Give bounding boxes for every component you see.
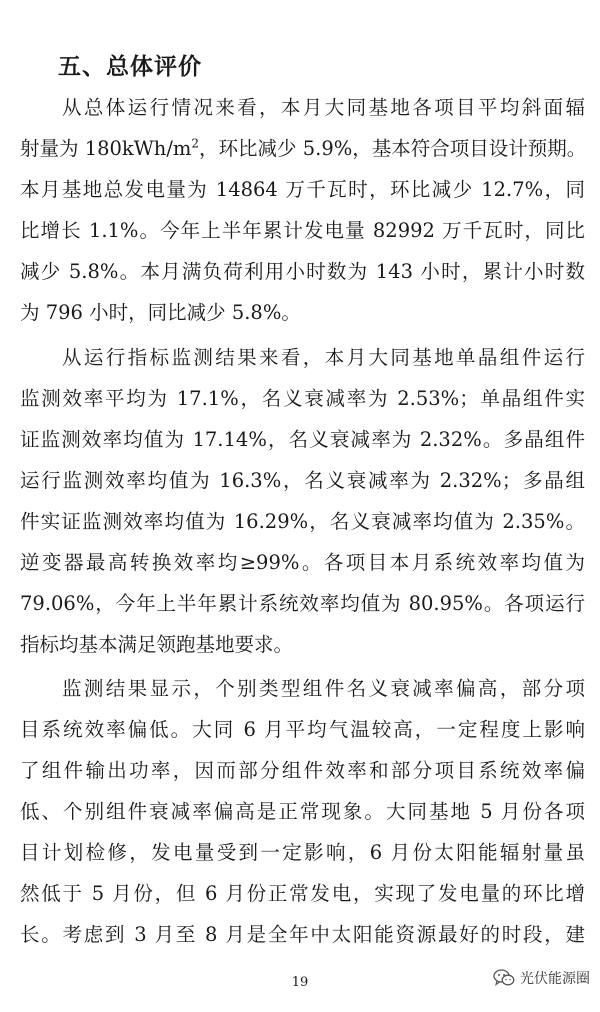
paragraph-indicator-monitoring xyxy=(20,337,585,665)
text-line: 从总体运行情况来看，本月大同基地各项目平均斜面辐 xyxy=(62,96,585,119)
text-line: 目计划检修，发电量受到一定影响，6 月份太阳能辐射量虽 xyxy=(20,841,585,864)
text-line: 运行监测效率均值为 16.3%，名义衰减率为 2.32%；多晶组 xyxy=(20,469,585,492)
text-line: 件实证监测效率均值为 16.29%，名义衰减率均值为 2.35%。 xyxy=(20,510,585,533)
text-line xyxy=(20,128,585,169)
text-line: 为 796 小时，同比减少 5.8%。 xyxy=(20,301,301,324)
section-heading: 五、总体评价 xyxy=(58,54,202,80)
text-line: 指标均基本满足领跑基地要求。 xyxy=(20,633,294,656)
text-line: 从运行指标监测结果来看，本月大同基地单晶组件运行 xyxy=(62,346,585,369)
wechat-icon xyxy=(493,969,515,987)
text-line: 监测结果显示，个别类型组件名义衰减率偏高，部分项 xyxy=(62,677,585,700)
text-line: 证监测效率均值为 17.14%，名义衰减率为 2.32%。多晶组件 xyxy=(20,428,585,451)
watermark-text: 光伏能源圈 xyxy=(520,971,590,987)
text-segment: 射量为 180kWh/m xyxy=(20,137,192,160)
paragraph-overall-operation xyxy=(20,87,585,333)
text-line: 79.06%，今年上半年累计系统效率均值为 80.95%。各项运行 xyxy=(20,592,585,615)
superscript: 2 xyxy=(191,136,200,151)
text-line: 减少 5.8%。本月满负荷利用小时数为 143 小时，累计小时数 xyxy=(20,260,585,283)
text-line: 比增长 1.1%。今年上半年累计发电量 82992 万千瓦时，同比 xyxy=(20,219,585,242)
text-line: 低、个别组件衰减率偏高是正常现象。大同基地 5 月份各项 xyxy=(20,800,585,823)
text-line: 监测效率平均为 17.1%，名义衰减率为 2.53%；单晶组件实 xyxy=(20,387,585,410)
text-line: 然低于 5 月份，但 6 月份正常发电，实现了发电量的环比增 xyxy=(20,882,585,905)
paragraph-monitoring-results xyxy=(20,668,585,955)
page-number: 19 xyxy=(291,975,309,990)
text-line: 目系统效率偏低。大同 6 月平均气温较高，一定程度上影响 xyxy=(20,718,585,741)
text-segment: ，环比减少 5.9%，基本符合项目设计预期。 xyxy=(199,137,587,160)
watermark xyxy=(493,968,590,988)
text-line: 逆变器最高转换效率均≥99%。各项目本月系统效率均值为 xyxy=(20,551,585,574)
text-line: 长。考虑到 3 月至 8 月是全年中太阳能资源最好的时段，建 xyxy=(20,923,585,946)
text-line: 了组件输出功率，因而部分组件效率和部分项目系统效率偏 xyxy=(20,759,585,782)
text-line: 本月基地总发电量为 14864 万千瓦时，环比减少 12.7%，同 xyxy=(20,178,585,201)
